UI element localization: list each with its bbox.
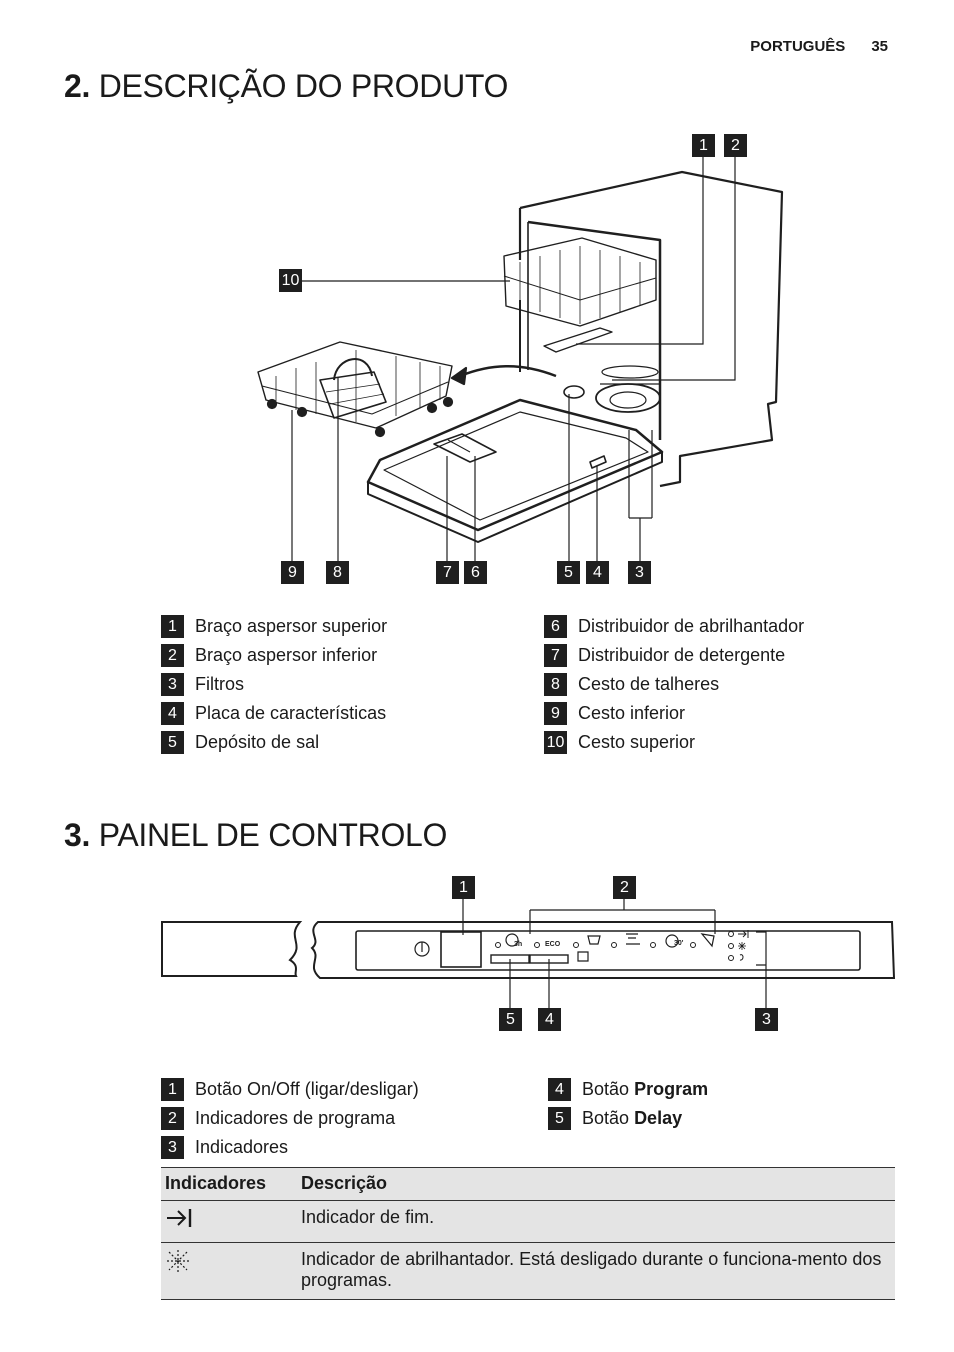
legend-label: Indicadores de programa: [195, 1108, 396, 1128]
legend-label: Depósito de sal: [195, 732, 320, 752]
legend-label: Braço aspersor superior: [195, 616, 388, 636]
callout-8: 8: [326, 561, 349, 584]
legend-item: [548, 1075, 708, 1104]
table-header-row: [161, 1168, 895, 1201]
legend-label: Distribuidor de detergente: [578, 645, 786, 665]
callout-7: 7: [436, 561, 459, 584]
callout-10: 10: [279, 269, 302, 292]
legend-number: 3: [161, 1136, 184, 1159]
legend-item: [161, 1075, 419, 1104]
legend-number: 9: [544, 702, 567, 725]
legend-number: 5: [548, 1107, 571, 1130]
callout-1: 1: [692, 134, 715, 157]
legend-number: 7: [544, 644, 567, 667]
callout-6: 6: [464, 561, 487, 584]
legend-number: 2: [161, 644, 184, 667]
legend-label: Braço aspersor inferior: [195, 645, 378, 665]
section-title-text: PAINEL DE CONTROLO: [98, 817, 448, 853]
legend-item: [548, 1104, 708, 1133]
callout-4: 4: [586, 561, 609, 584]
legend-number: 1: [161, 615, 184, 638]
eco-label: ECO: [545, 941, 561, 948]
legend-number: 10: [544, 731, 567, 754]
legend-prefix: Botão: [582, 1108, 630, 1128]
legend-number: 3: [161, 673, 184, 696]
legend-label: Placa de características: [195, 703, 387, 723]
language-label: PORTUGUÊS: [750, 38, 846, 55]
legend-number: 5: [161, 731, 184, 754]
table-row: [161, 1243, 895, 1300]
legend-label: Cesto inferior: [578, 703, 686, 723]
legend-number: 4: [548, 1078, 571, 1101]
legend-label: Botão On/Off (ligar/desligar): [195, 1079, 419, 1099]
legend-number: 6: [544, 615, 567, 638]
legend-label: Distribuidor de abrilhantador: [578, 616, 805, 636]
legend-bold: Delay: [634, 1108, 683, 1128]
table-cell-description: Indicador de abrilhantador. Está desligado durante o funciona-mento dos programas.: [297, 1243, 895, 1300]
time-3h-label: 3h: [514, 941, 523, 948]
callout-3: 3: [628, 561, 651, 584]
time-30-label: 30': [674, 940, 684, 947]
legend-label: Indicadores: [195, 1137, 289, 1157]
table-row: [161, 1201, 895, 1243]
section-title-text: DESCRIÇÃO DO PRODUTO: [98, 68, 509, 104]
legend-prefix: Botão: [582, 1079, 630, 1099]
page-number: 35: [871, 38, 888, 55]
panel-callout-4: 4: [538, 1008, 561, 1031]
legend-item: [161, 1133, 419, 1162]
legend-label: Cesto de talheres: [578, 674, 720, 694]
callout-5: 5: [557, 561, 580, 584]
legend-label: Filtros: [195, 674, 244, 694]
legend-number: 8: [544, 673, 567, 696]
end-indicator-icon: [161, 1201, 297, 1243]
panel-callout-5: 5: [499, 1008, 522, 1031]
panel-legend-left: [161, 1075, 419, 1162]
panel-legend-right: [548, 1075, 708, 1133]
table-cell-description: Indicador de fim.: [297, 1201, 895, 1243]
legend-label: Cesto superior: [578, 732, 696, 752]
callout-2: 2: [724, 134, 747, 157]
panel-callout-3: 3: [755, 1008, 778, 1031]
section-number: 3.: [64, 817, 91, 853]
indicators-table: [161, 1167, 895, 1300]
legend-number: 4: [161, 702, 184, 725]
column-header-indicators: Indicadores: [161, 1168, 297, 1201]
panel-callout-2: 2: [613, 876, 636, 899]
legend-number: 1: [161, 1078, 184, 1101]
column-header-description: Descrição: [297, 1168, 895, 1201]
legend-number: 2: [161, 1107, 184, 1130]
rinse-aid-indicator-icon: [161, 1243, 297, 1300]
legend-item: [161, 1104, 419, 1133]
callout-9: 9: [281, 561, 304, 584]
legend-bold: Program: [634, 1079, 709, 1099]
section-number: 2.: [64, 68, 91, 104]
panel-callout-1: 1: [452, 876, 475, 899]
